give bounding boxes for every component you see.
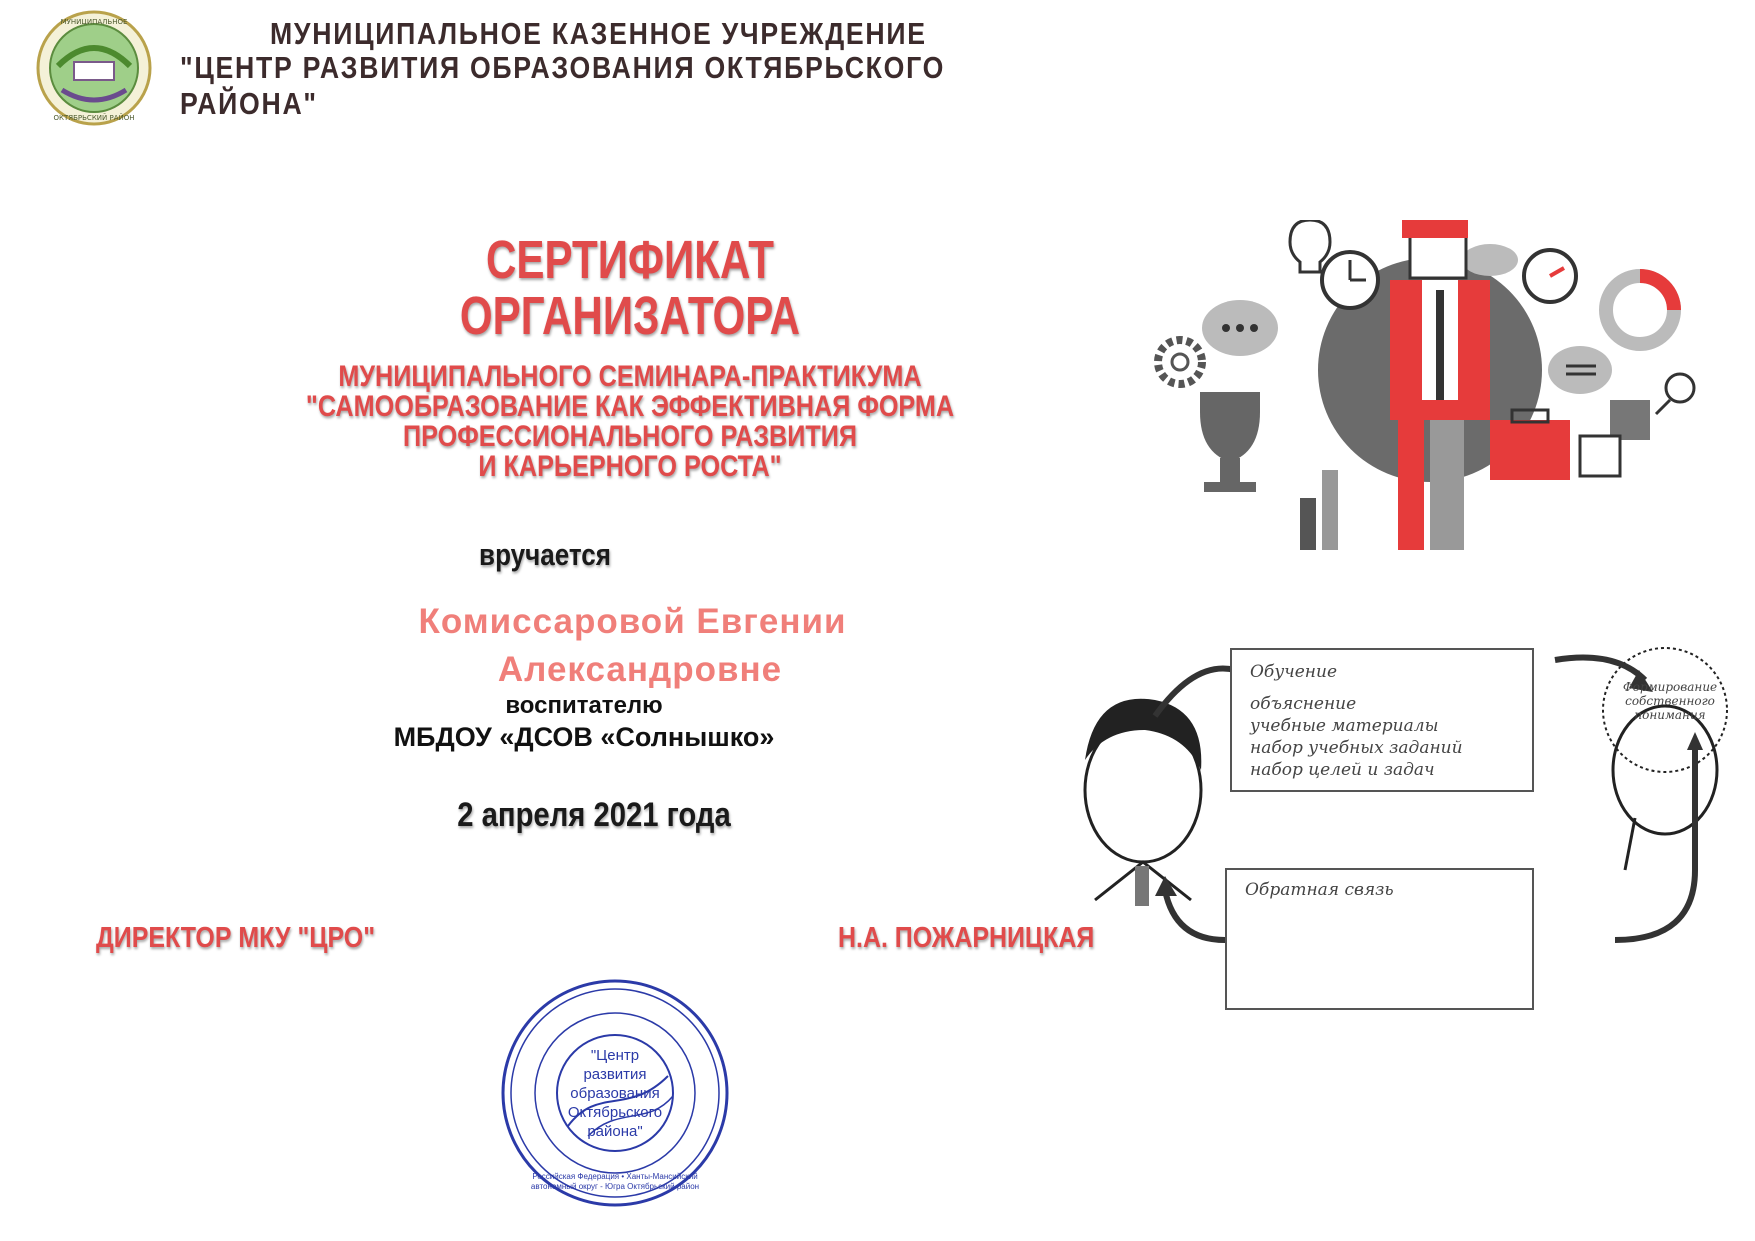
understanding-bubble-text: Формирование собственного понимания (1622, 680, 1718, 722)
recipient-line2: Александровне (497, 650, 783, 689)
learning-item: набор целей и задач (1250, 760, 1435, 780)
learning-item: объяснение (1250, 694, 1357, 714)
event-line4: И КАРЬЕРНОГО РОСТА" (478, 450, 782, 483)
learning-item: учебные материалы (1250, 716, 1439, 736)
business-illustration (1140, 220, 1700, 570)
recipient-position: воспитателю (505, 692, 663, 719)
awarded-label: вручается (479, 537, 611, 572)
stamp-ring-text: Российская Федерация • Ханты-Мансийский автономный округ - Югра Октябрьский район (530, 1172, 700, 1191)
stamp-center-text: "Центр развития образования Октябрьского района" (567, 1047, 663, 1140)
header-line2: "ЦЕНТР РАЗВИТИЯ ОБРАЗОВАНИЯ ОКТЯБРЬСКОГО РАЙОНА" (180, 50, 946, 121)
event-line3: ПРОФЕССИОНАЛЬНОГО РАЗВИТИЯ (403, 420, 857, 453)
svg-text:МУНИЦИПАЛЬНОЕ: МУНИЦИПАЛЬНОЕ (60, 18, 128, 26)
emblem-icon (28, 10, 160, 126)
certificate-date: 2 апреля 2021 года (457, 796, 731, 834)
official-stamp (498, 976, 732, 1210)
feedback-box (1225, 868, 1534, 1010)
learning-diagram (1055, 640, 1745, 1030)
event-name (210, 362, 1050, 482)
director-name: Н.А. ПОЖАРНИЦКАЯ (838, 922, 1095, 954)
learning-box-title: Обучение (1250, 662, 1338, 682)
businessman-illustration-icon (1140, 220, 1700, 570)
learning-box (1230, 648, 1534, 792)
logo-emblem (28, 10, 160, 126)
feedback-box-title: Обратная связь (1245, 880, 1394, 900)
director-title: ДИРЕКТОР МКУ "ЦРО" (96, 922, 376, 954)
recipient-line1: Комиссаровой Евгении (418, 602, 847, 641)
title-line2: ОРГАНИЗАТОРА (459, 286, 801, 346)
title-line1: СЕРТИФИКАТ (485, 230, 775, 290)
recipient-organization: МБДОУ «ДСОВ «Солнышко» (393, 722, 775, 752)
event-line1: МУНИЦИПАЛЬНОГО СЕМИНАРА-ПРАКТИКУМА (338, 360, 922, 393)
recipient-name (250, 598, 1050, 694)
learning-item: набор учебных заданий (1250, 738, 1463, 758)
event-line2: "САМООБРАЗОВАНИЕ КАК ЭФФЕКТИВНАЯ ФОРМА (305, 390, 955, 423)
header-line1: МУНИЦИПАЛЬНОЕ КАЗЕННОЕ УЧРЕЖДЕНИЕ (270, 16, 927, 51)
certificate-title (318, 232, 942, 344)
svg-text:ОКТЯБРЬСКИЙ РАЙОН: ОКТЯБРЬСКИЙ РАЙОН (53, 114, 135, 122)
